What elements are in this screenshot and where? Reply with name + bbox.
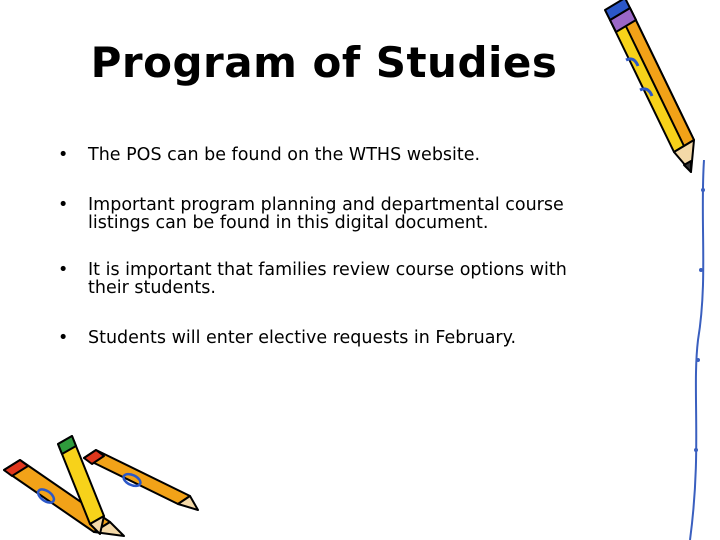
slide-title: Program of Studies — [90, 38, 558, 87]
bullet-text: The POS can be found on the WTHS website. — [88, 145, 481, 165]
blue-rule-line-icon — [682, 160, 712, 540]
bullet-dot: • — [58, 328, 69, 348]
bullet-item — [58, 146, 608, 164]
bullet-dot: • — [58, 260, 69, 280]
yellow-pencil-icon — [596, 0, 706, 180]
bullet-dot: • — [58, 145, 69, 165]
bullet-item — [58, 196, 608, 232]
bullet-item — [58, 329, 608, 347]
bullet-item — [58, 261, 608, 297]
bullet-text: Students will enter elective requests in February. — [88, 328, 517, 348]
bullet-dot: • — [58, 195, 69, 215]
bullet-text: It is important that families review course options with their students. — [88, 260, 567, 298]
bullet-text: Important program planning and departmental course listings can be found in this digital document. — [88, 195, 564, 233]
crossed-pencils-icon — [0, 430, 200, 540]
